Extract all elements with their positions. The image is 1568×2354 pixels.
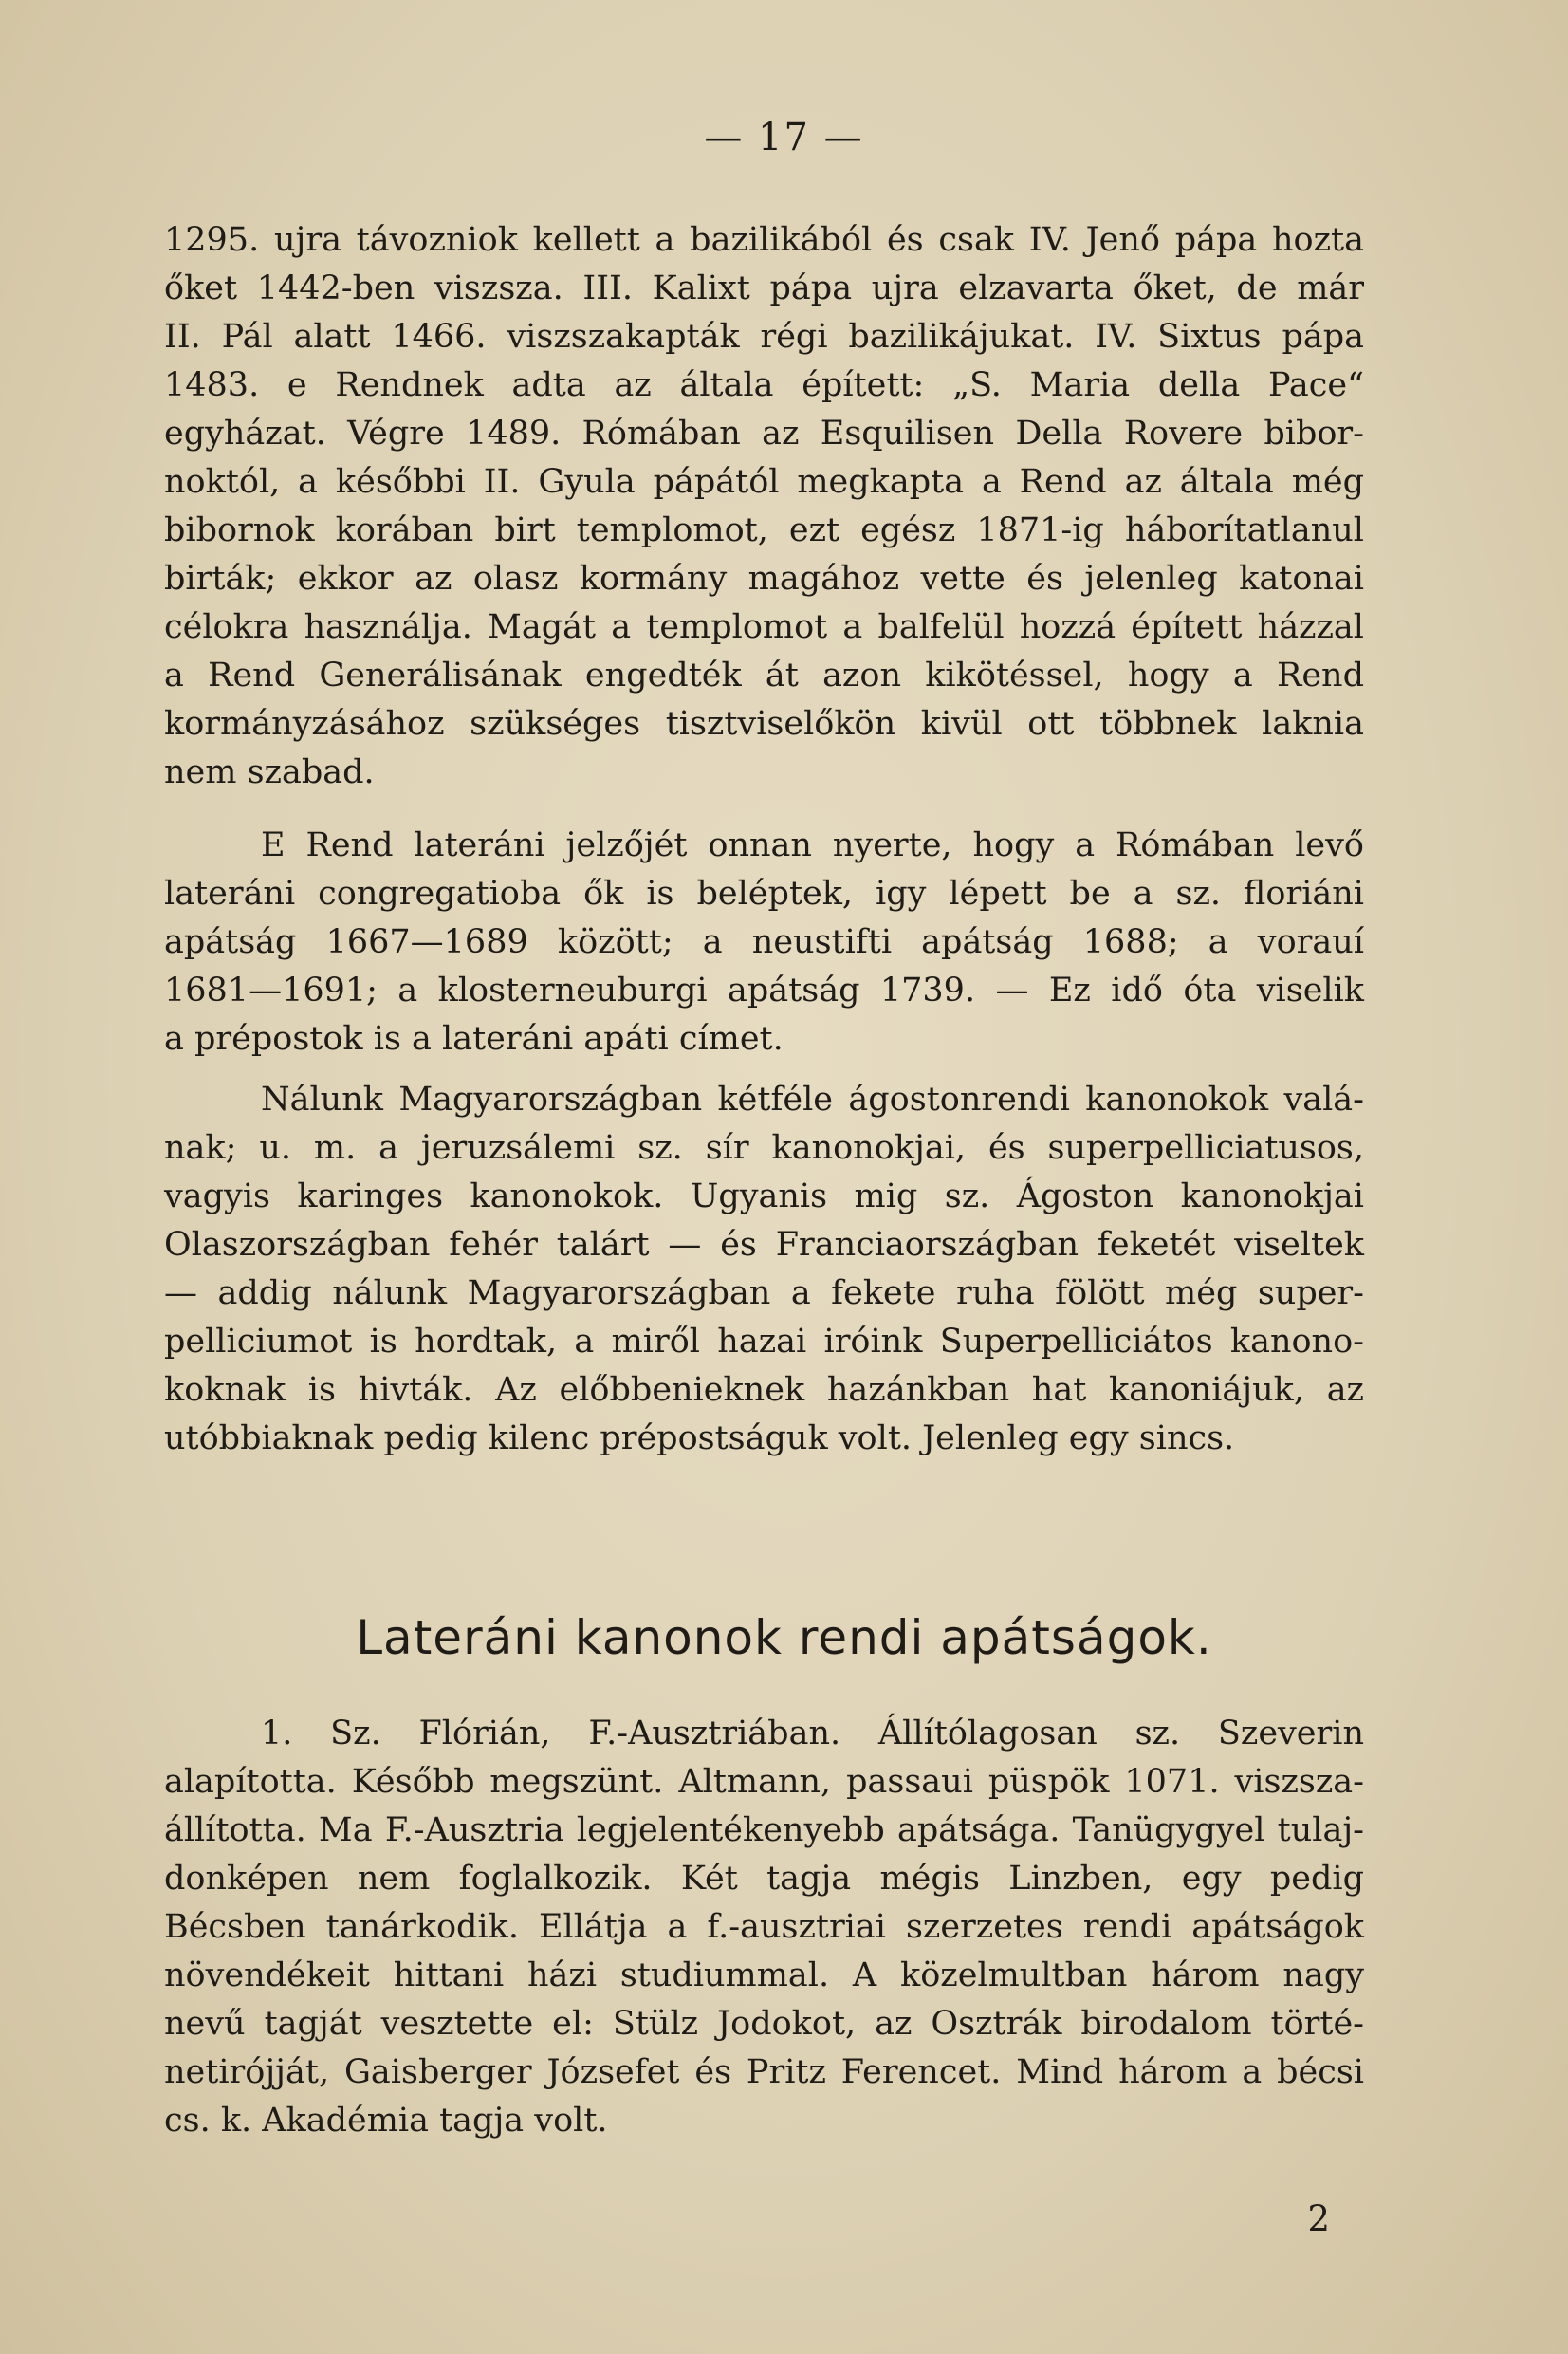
paragraph-hungarian-canons	[164, 1076, 1364, 1463]
text-line: 1681—1691; a klosterneuburgi apátság 1739. — Ez idő óta viselik	[164, 972, 1364, 1010]
entry-sz-florian	[164, 1710, 1364, 2145]
text-line: noktól, a későbbi II. Gyula pápától megkapta a Rend az általa még	[164, 463, 1364, 501]
section-heading: Lateráni kanonok rendi apátságok.	[356, 1610, 1212, 1665]
page-number: — 17 —	[704, 116, 864, 159]
text-line: bibornok korában birt templomot, ezt egész 1871-ig háborítatlanul	[164, 511, 1364, 549]
text-line: Bécsben tanárkodik. Ellátja a f.-ausztriai szerzetes rendi apátságok	[164, 1908, 1364, 1946]
text-line: donképen nem foglalkozik. Két tagja mégis Linzben, egy pedig	[164, 1860, 1364, 1898]
text-line: Nálunk Magyarországban kétféle ágostonrendi kanonokok valá-	[261, 1081, 1364, 1119]
text-line: a Rend Generálisának engedték át azon kikötéssel, hogy a Rend	[164, 657, 1364, 695]
text-line: 1483. e Rendnek adta az általa épített: „S. Maria della Pace“	[164, 366, 1364, 404]
text-line: birták; ekkor az olasz kormány magához vette és jelenleg katonai	[164, 560, 1364, 598]
text-line: lateráni congregatioba ők is beléptek, igy lépett be a sz. floriáni	[164, 875, 1364, 913]
paragraph-bazilika-history	[164, 216, 1364, 797]
text-line: pelliciumot is hordtak, a miről hazai iróink Superpelliciátos kanono-	[164, 1323, 1364, 1361]
text-line: egyházat. Végre 1489. Rómában az Esquilisen Della Rovere bibor-	[164, 415, 1364, 453]
text-line: kormányzásához szükséges tisztviselőkön kivül ott többnek laknia	[164, 705, 1364, 743]
signature-mark: 2	[1307, 2198, 1330, 2239]
text-line: II. Pál alatt 1466. viszszakapták régi bazilikájukat. IV. Sixtus pápa	[164, 318, 1364, 356]
text-line: őket 1442-ben viszsza. III. Kalixt pápa ujra elzavarta őket, de már	[164, 269, 1364, 307]
text-line: 1. Sz. Flórián, F.-Ausztriában. Állítólagosan sz. Szeverin	[261, 1715, 1364, 1752]
paragraph-lateran-name	[164, 822, 1364, 1064]
text-line: netirójját, Gaisberger Józsefet és Pritz Ferencet. Mind három a bécsi	[164, 2053, 1364, 2091]
text-line: 1295. ujra távozniok kellett a bazilikából és csak IV. Jenő pápa hozta	[164, 221, 1364, 259]
text-line: növendékeit hittani házi studiummal. A közelmultban három nagy	[164, 1956, 1364, 1994]
text-line: cs. k. Akadémia tagja volt.	[164, 2102, 608, 2140]
text-line: Olaszországban fehér talárt — és Franciaországban feketét viseltek	[164, 1226, 1364, 1264]
text-line: állította. Ma F.-Ausztria legjelentékenyebb apátsága. Tanügygyel tulaj-	[164, 1811, 1364, 1849]
text-line: E Rend lateráni jelzőjét onnan nyerte, hogy a Rómában levő	[261, 826, 1364, 864]
text-line: koknak is hivták. Az előbbenieknek hazánkban hat kanoniájuk, az	[164, 1371, 1364, 1409]
text-line: nem szabad.	[164, 753, 375, 791]
text-line: alapította. Később megszünt. Altmann, passaui püspök 1071. viszsza-	[164, 1763, 1364, 1801]
text-line: — addig nálunk Magyarországban a fekete ruha fölött még super-	[164, 1274, 1364, 1312]
text-line: nak; u. m. a jeruzsálemi sz. sír kanonokjai, és superpelliciatusos,	[164, 1129, 1364, 1167]
text-line: apátság 1667—1689 között; a neustifti apátság 1688; a vorauí	[164, 923, 1364, 961]
text-line: utóbbiaknak pedig kilenc prépostságuk volt. Jelenleg egy sincs.	[164, 1419, 1235, 1457]
text-line: nevű tagját vesztette el: Stülz Jodokot, az Osztrák birodalom törté-	[164, 2005, 1364, 2043]
text-line: célokra használja. Magát a templomot a balfelül hozzá épített házzal	[164, 608, 1364, 646]
text-line: a prépostok is a lateráni apáti címet.	[164, 1020, 784, 1058]
text-line: vagyis karinges kanonokok. Ugyanis mig sz. Ágoston kanonokjai	[164, 1177, 1364, 1215]
